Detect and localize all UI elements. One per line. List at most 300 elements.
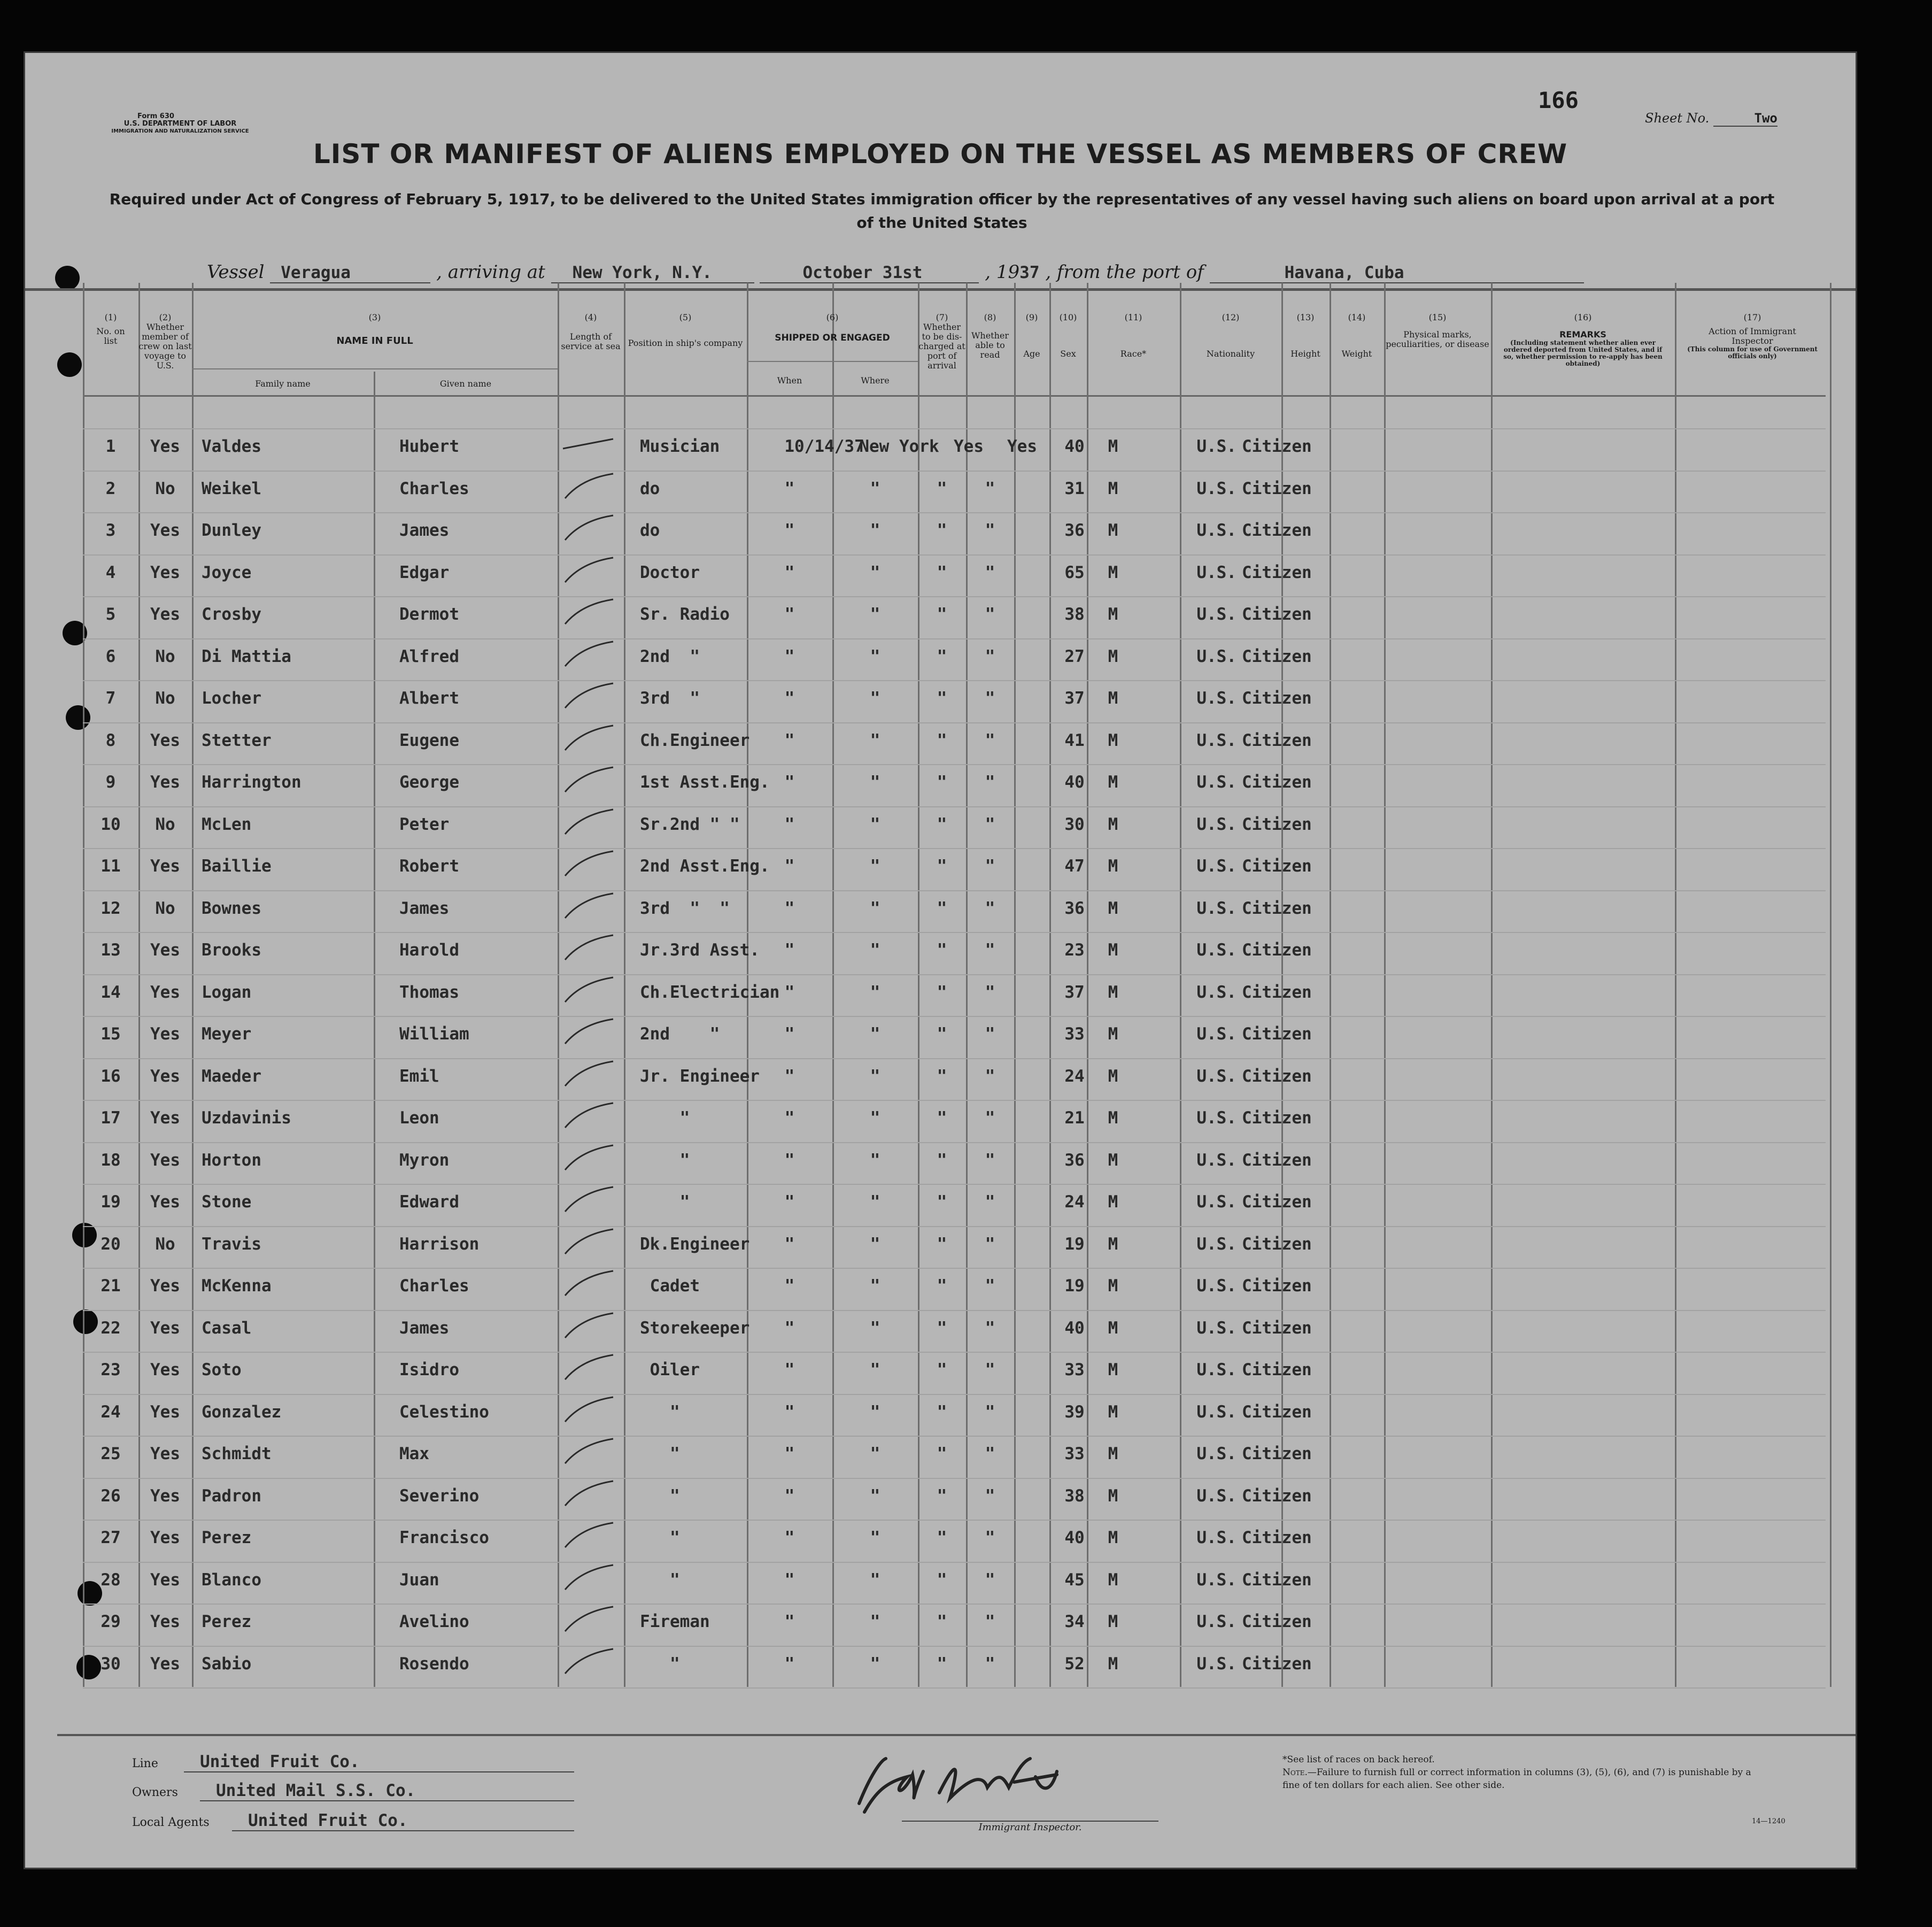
service-tick-path — [565, 642, 613, 666]
line-value: United Fruit Co. — [184, 1752, 574, 1772]
age: 40 — [1064, 773, 1085, 792]
shipped-when: " — [784, 1570, 795, 1590]
sex: M — [1108, 1024, 1118, 1044]
race: U.S. — [1196, 773, 1237, 792]
shipped-where: " — [870, 1067, 880, 1086]
row-rule — [83, 1436, 1826, 1437]
arrival-year: 37 — [1019, 263, 1040, 282]
column-label: Physical marks, peculiarities, or disease — [1386, 329, 1489, 349]
given-name: George — [399, 773, 459, 792]
discharged: " — [937, 1360, 947, 1379]
shipped-where: " — [870, 1486, 880, 1506]
able-to-read: " — [985, 899, 995, 918]
column-label: Position in ship's company — [628, 338, 743, 348]
row-rule — [83, 428, 1826, 429]
able-to-read: " — [985, 1444, 995, 1463]
previous-voyage: Yes — [150, 1108, 180, 1128]
position: Fireman — [640, 1612, 710, 1631]
row-rule — [83, 722, 1826, 723]
column-num: (4) — [584, 312, 597, 322]
service-tick-path — [565, 1397, 613, 1422]
column-header-name — [192, 313, 558, 346]
row-number: 28 — [101, 1570, 121, 1590]
given-name: Thomas — [399, 983, 459, 1002]
position: " — [640, 1654, 680, 1674]
sex: M — [1108, 899, 1118, 918]
position: " — [640, 1570, 680, 1590]
sex: M — [1108, 815, 1118, 834]
table-row — [25, 521, 1856, 544]
family-name: Brooks — [202, 941, 261, 960]
row-number: 18 — [101, 1151, 121, 1170]
row-number: 5 — [105, 605, 116, 624]
service-tick-mark — [560, 1057, 624, 1089]
row-rule — [83, 1310, 1826, 1311]
sex: M — [1108, 1360, 1118, 1379]
sex: M — [1108, 1528, 1118, 1547]
able-to-read: " — [985, 773, 995, 792]
manifest-sheet — [24, 51, 1857, 1869]
vessel-name: Veragua — [270, 263, 430, 283]
age: 41 — [1064, 731, 1085, 750]
row-rule — [83, 848, 1826, 849]
family-name: Travis — [202, 1235, 261, 1254]
shipped-when: " — [784, 1108, 795, 1128]
arriving-label: , arriving at — [436, 261, 545, 283]
discharged: " — [937, 521, 947, 540]
shipped-when: " — [784, 521, 795, 540]
nationality: Citizen — [1242, 437, 1312, 456]
discharged: " — [937, 605, 947, 624]
service-tick-mark — [560, 1309, 624, 1341]
nationality: Citizen — [1242, 605, 1312, 624]
column-label: No. on list — [96, 326, 125, 346]
shipped-when: " — [784, 1654, 795, 1674]
nationality: Citizen — [1242, 1067, 1312, 1086]
shipped-where: " — [870, 521, 880, 540]
previous-voyage: No — [155, 689, 175, 708]
age: 33 — [1064, 1444, 1085, 1463]
fine-note — [1282, 1766, 1764, 1792]
discharged: " — [937, 1151, 947, 1170]
punch-hole-icon — [55, 266, 80, 290]
position: Oiler — [640, 1360, 700, 1379]
column-header-when: When — [777, 375, 802, 386]
row-number: 9 — [105, 773, 116, 792]
service-tick-mark — [560, 1519, 624, 1551]
previous-voyage: Yes — [150, 563, 180, 582]
service-tick-path — [565, 851, 613, 876]
able-to-read: Yes — [1007, 437, 1037, 456]
sex: M — [1108, 1108, 1118, 1128]
sex: M — [1108, 689, 1118, 708]
discharged: " — [937, 857, 947, 876]
row-rule — [83, 932, 1826, 933]
shipped-where: " — [870, 773, 880, 792]
column-num: (7) — [936, 312, 948, 322]
age: 38 — [1064, 1486, 1085, 1506]
service-tick-path — [565, 515, 613, 540]
service-tick-path — [565, 1439, 613, 1463]
service-tick-mark — [560, 847, 624, 879]
service-tick-mark — [560, 637, 624, 669]
age: 30 — [1064, 815, 1085, 834]
able-to-read: " — [985, 1528, 995, 1547]
row-number: 11 — [101, 857, 121, 876]
discharged: " — [937, 563, 947, 582]
age: 36 — [1064, 1151, 1085, 1170]
table-row — [25, 1276, 1856, 1300]
column-header-weight — [1330, 313, 1384, 359]
column-label: Whether to be dis-charged at port of arrival — [918, 322, 965, 371]
row-number: 7 — [105, 689, 116, 708]
sex: M — [1108, 1654, 1118, 1674]
column-note: (This column for use of Government officials only) — [1687, 345, 1818, 360]
age: 65 — [1064, 563, 1085, 582]
able-to-read: " — [985, 1024, 995, 1044]
table-row — [25, 1024, 1856, 1048]
row-number: 19 — [101, 1192, 121, 1212]
position: Doctor — [640, 563, 700, 582]
sex: M — [1108, 773, 1118, 792]
column-header-race — [1087, 313, 1180, 359]
column-num: (2) — [159, 312, 172, 322]
shipped-when: " — [784, 647, 795, 666]
shipped-where: " — [870, 689, 880, 708]
service-tick-mark — [560, 553, 624, 585]
column-header-inspector-action — [1675, 313, 1830, 360]
column-num: (6) — [826, 312, 839, 322]
header-bottom-rule — [83, 395, 1826, 397]
discharged: " — [937, 1235, 947, 1254]
position: Ch.Engineer — [640, 731, 750, 750]
shipped-where: New York — [859, 437, 939, 456]
service-tick-mark — [560, 805, 624, 837]
shipped-when: " — [784, 1067, 795, 1086]
able-to-read: " — [985, 1360, 995, 1379]
service-tick-path — [565, 1229, 613, 1254]
shipped-when: " — [784, 899, 795, 918]
nationality: Citizen — [1242, 647, 1312, 666]
shipped-when: " — [784, 1024, 795, 1044]
family-name: Sabio — [202, 1654, 252, 1674]
given-name: Severino — [399, 1486, 480, 1506]
row-number: 24 — [101, 1402, 121, 1422]
able-to-read: " — [985, 479, 995, 498]
discharged: " — [937, 941, 947, 960]
nationality: Citizen — [1242, 857, 1312, 876]
row-number: 29 — [101, 1612, 121, 1631]
owners-label: Owners — [132, 1786, 178, 1799]
service-tick-path — [565, 935, 613, 960]
service-tick-path — [565, 1481, 613, 1506]
departure-port: Havana, Cuba — [1210, 263, 1584, 283]
family-name: Meyer — [202, 1024, 252, 1044]
service-tick-mark — [560, 889, 624, 921]
discharged: " — [937, 1276, 947, 1296]
column-label: NAME IN FULL — [336, 335, 413, 346]
nationality: Citizen — [1242, 479, 1312, 498]
footer-notes — [1282, 1753, 1764, 1792]
service-tick-path — [565, 599, 613, 624]
shipped-where: " — [870, 731, 880, 750]
shipped-when: " — [784, 731, 795, 750]
row-number: 16 — [101, 1067, 121, 1086]
arrival-port: New York, N.Y. — [551, 263, 754, 283]
sex: M — [1108, 731, 1118, 750]
service-tick-path — [565, 1271, 613, 1296]
sex: M — [1108, 1151, 1118, 1170]
given-name: Isidro — [399, 1360, 459, 1379]
discharged: " — [937, 1654, 947, 1674]
service-tick-mark — [560, 763, 624, 795]
position: " — [640, 1192, 690, 1212]
discharged: " — [937, 1108, 947, 1128]
given-name: Harold — [399, 941, 459, 960]
vessel-label: Vessel — [207, 261, 265, 283]
column-num: (13) — [1296, 312, 1315, 322]
column-header-service — [558, 313, 624, 351]
column-label: Weight — [1341, 349, 1372, 359]
column-label: Age — [1023, 349, 1040, 359]
age: 38 — [1064, 605, 1085, 624]
row-rule — [83, 1100, 1826, 1101]
given-name: Edgar — [399, 563, 450, 582]
previous-voyage: Yes — [150, 941, 180, 960]
age: 36 — [1064, 899, 1085, 918]
able-to-read: " — [985, 941, 995, 960]
table-row — [25, 899, 1856, 922]
shipped-when: " — [784, 857, 795, 876]
age: 52 — [1064, 1654, 1085, 1674]
family-name: McLen — [202, 815, 252, 834]
nationality: Citizen — [1242, 1235, 1312, 1254]
family-name: McKenna — [202, 1276, 272, 1296]
service-tick-path — [565, 977, 613, 1002]
table-top-rule — [25, 288, 1856, 291]
table-bottom-rule — [57, 1734, 1856, 1736]
previous-voyage: Yes — [150, 1654, 180, 1674]
position: 3rd " " — [640, 899, 730, 918]
shipped-where: " — [870, 1402, 880, 1422]
race: U.S. — [1196, 437, 1237, 456]
agents-field — [132, 1811, 574, 1831]
given-name: Rosendo — [399, 1654, 469, 1674]
row-number: 10 — [101, 815, 121, 834]
race: U.S. — [1196, 1360, 1237, 1379]
owners-value: United Mail S.S. Co. — [200, 1781, 574, 1801]
row-rule — [83, 1520, 1826, 1521]
shipped-when: " — [784, 1192, 795, 1212]
previous-voyage: Yes — [150, 605, 180, 624]
shipped-when: " — [784, 1486, 795, 1506]
table-row — [25, 941, 1856, 964]
race: U.S. — [1196, 731, 1237, 750]
able-to-read: " — [985, 1108, 995, 1128]
column-header-number — [83, 313, 138, 346]
shipped-when: " — [784, 941, 795, 960]
age: 39 — [1064, 1402, 1085, 1422]
service-tick-path — [565, 893, 613, 918]
row-rule — [83, 554, 1826, 556]
family-name: Gonzalez — [202, 1402, 282, 1422]
able-to-read: " — [985, 605, 995, 624]
shipped-when: " — [784, 1402, 795, 1422]
service-tick-path — [565, 1649, 613, 1674]
given-name: Celestino — [399, 1402, 489, 1422]
shipped-where: " — [870, 605, 880, 624]
owners-field — [132, 1781, 574, 1801]
sex: M — [1108, 521, 1118, 540]
table-row — [25, 563, 1856, 587]
shipped-where: " — [870, 1276, 880, 1296]
age: 21 — [1064, 1108, 1085, 1128]
discharged: " — [937, 1192, 947, 1212]
sex: M — [1108, 1319, 1118, 1338]
given-name: William — [399, 1024, 469, 1044]
shipped-where: " — [870, 1528, 880, 1547]
shipped-where: " — [870, 1360, 880, 1379]
service-tick-mark — [560, 1183, 624, 1215]
race: U.S. — [1196, 563, 1237, 582]
age: 40 — [1064, 437, 1085, 456]
position: 2nd " — [640, 647, 700, 666]
previous-voyage: Yes — [150, 1024, 180, 1044]
shipped-where: " — [870, 1192, 880, 1212]
shipped-where: " — [870, 815, 880, 834]
position: " — [640, 1444, 680, 1463]
shipped-when: 10/14/37 — [784, 437, 864, 456]
shipped-where: " — [870, 899, 880, 918]
age: 37 — [1064, 689, 1085, 708]
able-to-read: " — [985, 521, 995, 540]
column-label: Sex — [1060, 349, 1076, 359]
age: 34 — [1064, 1612, 1085, 1631]
race: U.S. — [1196, 1192, 1237, 1212]
shipped-when: " — [784, 479, 795, 498]
column-header-shipped — [747, 313, 918, 343]
column-label: Whether member of crew on last voyage to U.S. — [138, 322, 192, 371]
service-tick-path — [565, 767, 613, 792]
agents-value: United Fruit Co. — [232, 1811, 574, 1831]
race: U.S. — [1196, 1654, 1237, 1674]
position: do — [640, 479, 660, 498]
column-num: (16) — [1574, 312, 1592, 322]
race: U.S. — [1196, 1024, 1237, 1044]
column-header-previous-voyage — [138, 313, 192, 371]
position: 2nd Asst.Eng. — [640, 857, 770, 876]
sex: M — [1108, 1570, 1118, 1590]
family-name: Casal — [202, 1319, 252, 1338]
row-rule — [83, 1646, 1826, 1647]
form-block — [73, 113, 287, 135]
column-num: (8) — [984, 312, 996, 322]
row-number: 22 — [101, 1319, 121, 1338]
able-to-read: " — [985, 1235, 995, 1254]
column-label: Race* — [1120, 349, 1147, 359]
race: U.S. — [1196, 647, 1237, 666]
punch-hole-icon — [57, 352, 82, 377]
able-to-read: " — [985, 857, 995, 876]
sex: M — [1108, 941, 1118, 960]
nationality: Citizen — [1242, 773, 1312, 792]
row-rule — [83, 974, 1826, 975]
able-to-read: " — [985, 1402, 995, 1422]
age: 27 — [1064, 647, 1085, 666]
row-number: 15 — [101, 1024, 121, 1044]
nationality: Citizen — [1242, 1151, 1312, 1170]
column-label: Whether able to read — [971, 330, 1009, 360]
position: Sr. Radio — [640, 605, 730, 624]
column-num: (11) — [1124, 312, 1142, 322]
given-name: Alfred — [399, 647, 459, 666]
shipped-when: " — [784, 1444, 795, 1463]
age: 47 — [1064, 857, 1085, 876]
discharged: " — [937, 1570, 947, 1590]
age: 19 — [1064, 1276, 1085, 1296]
row-rule — [83, 471, 1826, 472]
service-tick-mark — [560, 1435, 624, 1467]
service-tick-path — [565, 558, 613, 582]
able-to-read: " — [985, 1067, 995, 1086]
service-name: IMMIGRATION AND NATURALIZATION SERVICE — [111, 128, 249, 134]
given-name: Eugene — [399, 731, 459, 750]
position: Ch.Electrician — [640, 983, 780, 1002]
shipped-where: " — [870, 1108, 880, 1128]
service-tick-mark — [560, 511, 624, 543]
discharged: " — [937, 1319, 947, 1338]
column-header-read — [966, 313, 1014, 360]
column-header-where: Where — [861, 375, 890, 386]
previous-voyage: No — [155, 815, 175, 834]
table-row — [25, 1528, 1856, 1552]
family-name: Stetter — [202, 731, 272, 750]
table-row — [25, 1319, 1856, 1342]
row-number: 2 — [105, 479, 116, 498]
row-rule — [83, 1142, 1826, 1143]
family-name: Bownes — [202, 899, 261, 918]
sex: M — [1108, 1276, 1118, 1296]
year-prefix: , 19 — [985, 261, 1020, 283]
service-tick-mark — [560, 973, 624, 1005]
row-number: 25 — [101, 1444, 121, 1463]
previous-voyage: Yes — [150, 437, 180, 456]
race: U.S. — [1196, 479, 1237, 498]
form-code: 14—1240 — [1752, 1817, 1786, 1825]
arrival-date: October 31st — [760, 263, 979, 283]
able-to-read: " — [985, 1486, 995, 1506]
service-tick-mark — [560, 1015, 624, 1047]
column-label: Length of service at sea — [561, 332, 621, 351]
service-tick-path — [565, 683, 613, 708]
table-row — [25, 1444, 1856, 1468]
given-name: Dermot — [399, 605, 459, 624]
row-number: 3 — [105, 521, 116, 540]
age: 24 — [1064, 1192, 1085, 1212]
table-row — [25, 689, 1856, 712]
table-row — [25, 1612, 1856, 1636]
age: 36 — [1064, 521, 1085, 540]
sex: M — [1108, 1067, 1118, 1086]
row-number: 26 — [101, 1486, 121, 1506]
shipped-when: " — [784, 689, 795, 708]
service-tick-mark — [560, 1602, 624, 1635]
able-to-read: " — [985, 1276, 995, 1296]
race: U.S. — [1196, 1235, 1237, 1254]
age: 19 — [1064, 1235, 1085, 1254]
column-num: (15) — [1428, 312, 1447, 322]
discharged: " — [937, 1486, 947, 1506]
